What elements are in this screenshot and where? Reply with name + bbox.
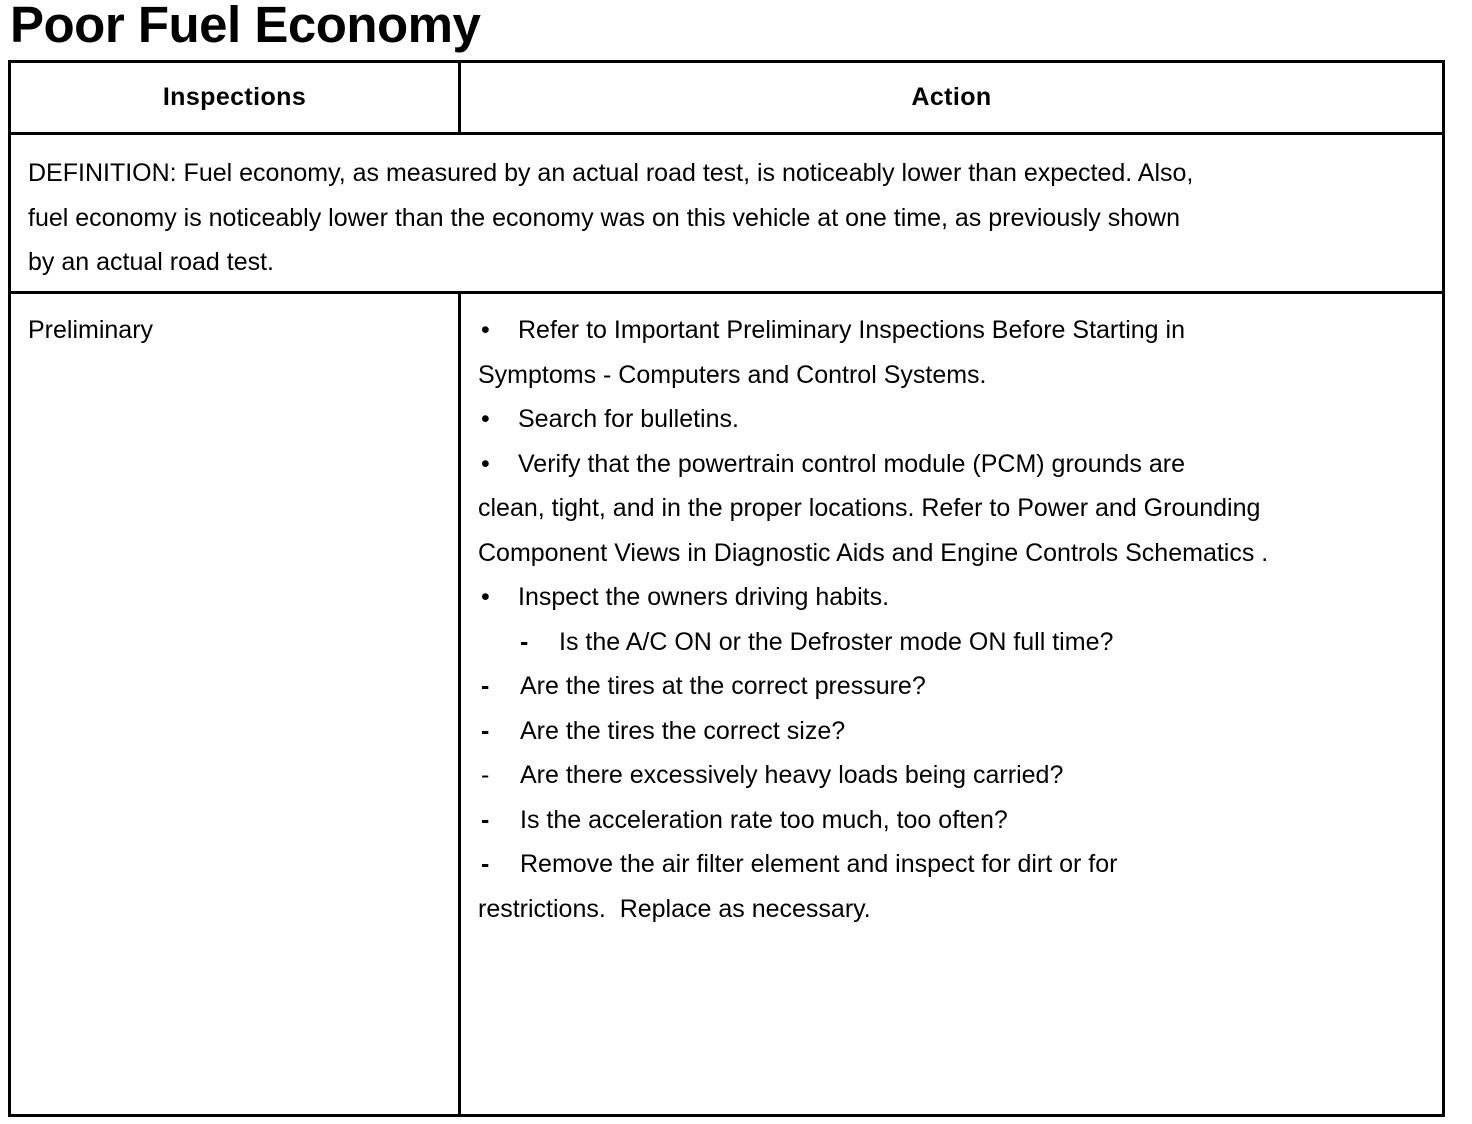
definition-line: DEFINITION: Fuel economy, as measured by an actual road test, is noticeably lower than expected. Also, <box>28 159 1194 187</box>
action-text: Inspect the owners driving habits. <box>518 583 890 611</box>
action-text: Refer to Important Preliminary Inspections Before Starting in <box>518 316 1185 344</box>
action-text: Are the tires at the correct pressure? <box>520 672 926 700</box>
definition-line: fuel economy is noticeably lower than the economy was on this vehicle at one time, as previously shown <box>28 203 1180 232</box>
action-text: clean, tight, and in the proper locations. Refer to Power and Grounding <box>478 494 1261 522</box>
action-text: restrictions. Replace as necessary. <box>478 894 871 923</box>
definition-line: by an actual road test. <box>28 248 274 276</box>
dash-marker: - <box>481 805 490 834</box>
bullet-marker: • <box>481 449 490 478</box>
action-bullet-item <box>478 575 1418 620</box>
dash-marker: - <box>481 850 490 878</box>
action-text: Are the tires the correct size? <box>520 716 846 745</box>
action-subitem <box>478 664 1418 709</box>
dash-marker: - <box>481 761 490 789</box>
action-text: Remove the air filter element and inspect for dirt or for <box>520 850 1118 878</box>
action-subitem <box>478 753 1418 798</box>
action-continuation-line <box>478 887 1418 932</box>
action-subitem <box>478 798 1418 843</box>
action-bullet-item <box>478 308 1418 353</box>
action-text: Component Views in Diagnostic Aids and Engine Controls Schematics . <box>478 538 1269 567</box>
definition-divider <box>11 291 1442 294</box>
action-continuation-line <box>478 531 1418 576</box>
dash-marker: - <box>481 672 490 700</box>
bullet-marker: • <box>481 405 490 433</box>
bullet-marker: • <box>481 583 490 611</box>
action-continuation-line <box>478 486 1418 531</box>
action-subitem <box>478 842 1418 887</box>
action-subitem <box>478 620 1418 665</box>
dash-marker: - <box>520 627 529 656</box>
column-header-action: Action <box>911 83 992 111</box>
action-text: Symptoms - Computers and Control Systems. <box>478 360 987 389</box>
diagnostic-table <box>8 60 1445 1117</box>
action-bullet-item <box>478 397 1418 442</box>
header-divider <box>11 132 1442 135</box>
action-text: Is the acceleration rate too much, too often? <box>520 805 1008 834</box>
action-text: Is the A/C ON or the Defroster mode ON full time? <box>559 627 1114 656</box>
action-text: Verify that the powertrain control module (PCM) grounds are <box>518 449 1185 478</box>
action-bullet-item <box>478 442 1418 487</box>
bullet-marker: • <box>481 316 490 344</box>
column-header-inspections: Inspections <box>162 83 307 111</box>
definition-text <box>28 151 1408 285</box>
action-continuation-line <box>478 353 1418 398</box>
page-title: Poor Fuel Economy <box>10 0 481 53</box>
inspection-step-label: Preliminary <box>28 316 154 344</box>
action-text: Are there excessively heavy loads being carried? <box>520 761 1064 789</box>
action-list <box>478 308 1418 931</box>
action-text: Search for bulletins. <box>518 405 739 433</box>
body-column-divider <box>458 291 461 1114</box>
dash-marker: - <box>481 716 490 745</box>
action-subitem <box>478 709 1418 754</box>
